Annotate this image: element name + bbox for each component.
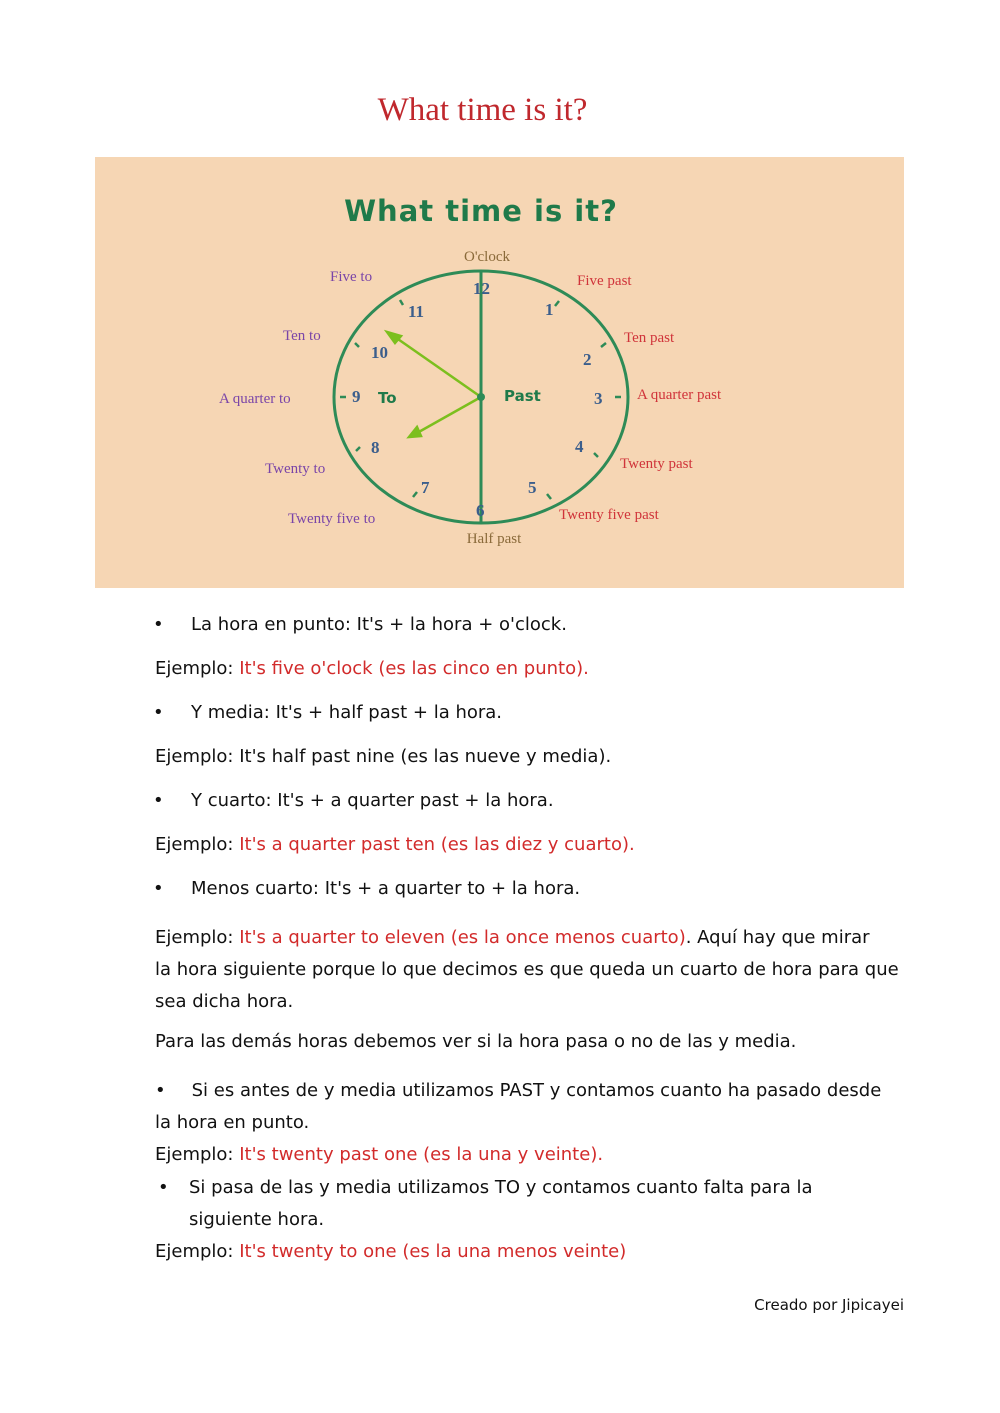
rule-text: Y media: It's + half past + la hora. (191, 702, 503, 723)
numeral-7: 7 (421, 478, 430, 497)
paragraph-other-hours: Para las demás horas debemos ver si la hora pasa o no de las y media. (155, 1031, 797, 1052)
clock-illustration (95, 157, 904, 588)
label-quarter-to: A quarter to (219, 391, 291, 407)
past-side-label: Past (504, 387, 541, 405)
example-prefix: Ejemplo: (155, 1241, 240, 1262)
example-prefix: Ejemplo: (155, 1144, 240, 1165)
example-prefix: Ejemplo: (155, 746, 240, 767)
label-twenty-to: Twenty to (265, 461, 326, 477)
example-text: It's twenty past one (es la una y veinte). (239, 1144, 604, 1165)
example-explanation-line-2: la hora siguiente porque lo que decimos es que queda un cuarto de hora para que (155, 959, 899, 980)
example-text: It's half past nine (es las nueve y media). (239, 746, 612, 767)
example-quarter-past (155, 834, 905, 855)
label-five-past: Five past (577, 273, 632, 289)
example-prefix: Ejemplo: (155, 658, 240, 679)
numeral-3: 3 (594, 389, 603, 408)
to-side-label: To (378, 389, 397, 407)
bullet-marker: • (153, 790, 164, 811)
label-twenty-past: Twenty past (620, 456, 693, 472)
label-quarter-past: A quarter past (637, 387, 722, 403)
example-quarter-to (155, 922, 905, 1018)
numeral-6: 6 (476, 501, 485, 520)
rule-text: Si pasa de las y media utilizamos TO y contamos cuanto falta para la (189, 1177, 813, 1198)
oclock-label: O'clock (463, 249, 511, 265)
example-oclock (155, 658, 905, 679)
example-explanation: . Aquí hay que mirar (685, 927, 870, 948)
numeral-10: 10 (371, 343, 388, 362)
example-explanation-line-3: sea dicha hora. (155, 991, 294, 1012)
page-title: What time is it? (377, 92, 588, 128)
bullet-marker: • (153, 614, 164, 635)
numeral-2: 2 (583, 350, 592, 369)
example-prefix: Ejemplo: (155, 834, 240, 855)
numeral-4: 4 (575, 437, 584, 456)
label-twenty-five-past: Twenty five past (559, 507, 659, 523)
bullet-marker: • (153, 878, 164, 899)
numeral-9: 9 (352, 387, 361, 406)
clock-heading: What time is it? (344, 194, 618, 228)
example-text: It's a quarter to eleven (es la once menos cuarto) (239, 927, 686, 948)
rule-past (155, 1075, 905, 1171)
example-half-past (155, 746, 905, 767)
rule-text: Menos cuarto: It's + a quarter to + la hora. (191, 878, 581, 899)
rule-text-continued: la hora en punto. (155, 1112, 310, 1133)
example-text: It's twenty to one (es la una menos veinte) (239, 1241, 627, 1262)
bullet-marker: • (155, 1080, 166, 1101)
rule-to (155, 1172, 905, 1268)
example-prefix: Ejemplo: (155, 927, 240, 948)
numeral-1: 1 (545, 300, 554, 319)
numeral-12: 12 (473, 279, 490, 298)
numeral-5: 5 (528, 478, 537, 497)
rule-text: La hora en punto: It's + la hora + o'clock. (191, 614, 567, 635)
label-ten-past: Ten past (624, 330, 675, 346)
clock-hands (387, 332, 485, 437)
author-credit: Creado por Jipicayei (754, 1296, 904, 1314)
rule-text-continued: siguiente hora. (189, 1209, 325, 1230)
bullet-marker: • (153, 702, 164, 723)
bullet-marker: • (158, 1177, 169, 1198)
numeral-8: 8 (371, 438, 380, 457)
example-text: It's a quarter past ten (es las diez y cuarto). (239, 834, 635, 855)
example-text: It's five o'clock (es las cinco en punto). (239, 658, 589, 679)
half-past-label: Half past (466, 531, 522, 547)
clock-svg (95, 157, 904, 588)
label-ten-to: Ten to (283, 328, 321, 344)
rule-text: Si es antes de y media utilizamos PAST y contamos cuanto ha pasado desde (191, 1080, 882, 1101)
numeral-11: 11 (408, 302, 425, 321)
label-five-to: Five to (330, 269, 373, 285)
label-twenty-five-to: Twenty five to (288, 511, 376, 527)
rule-text: Y cuarto: It's + a quarter past + la hora. (191, 790, 554, 811)
